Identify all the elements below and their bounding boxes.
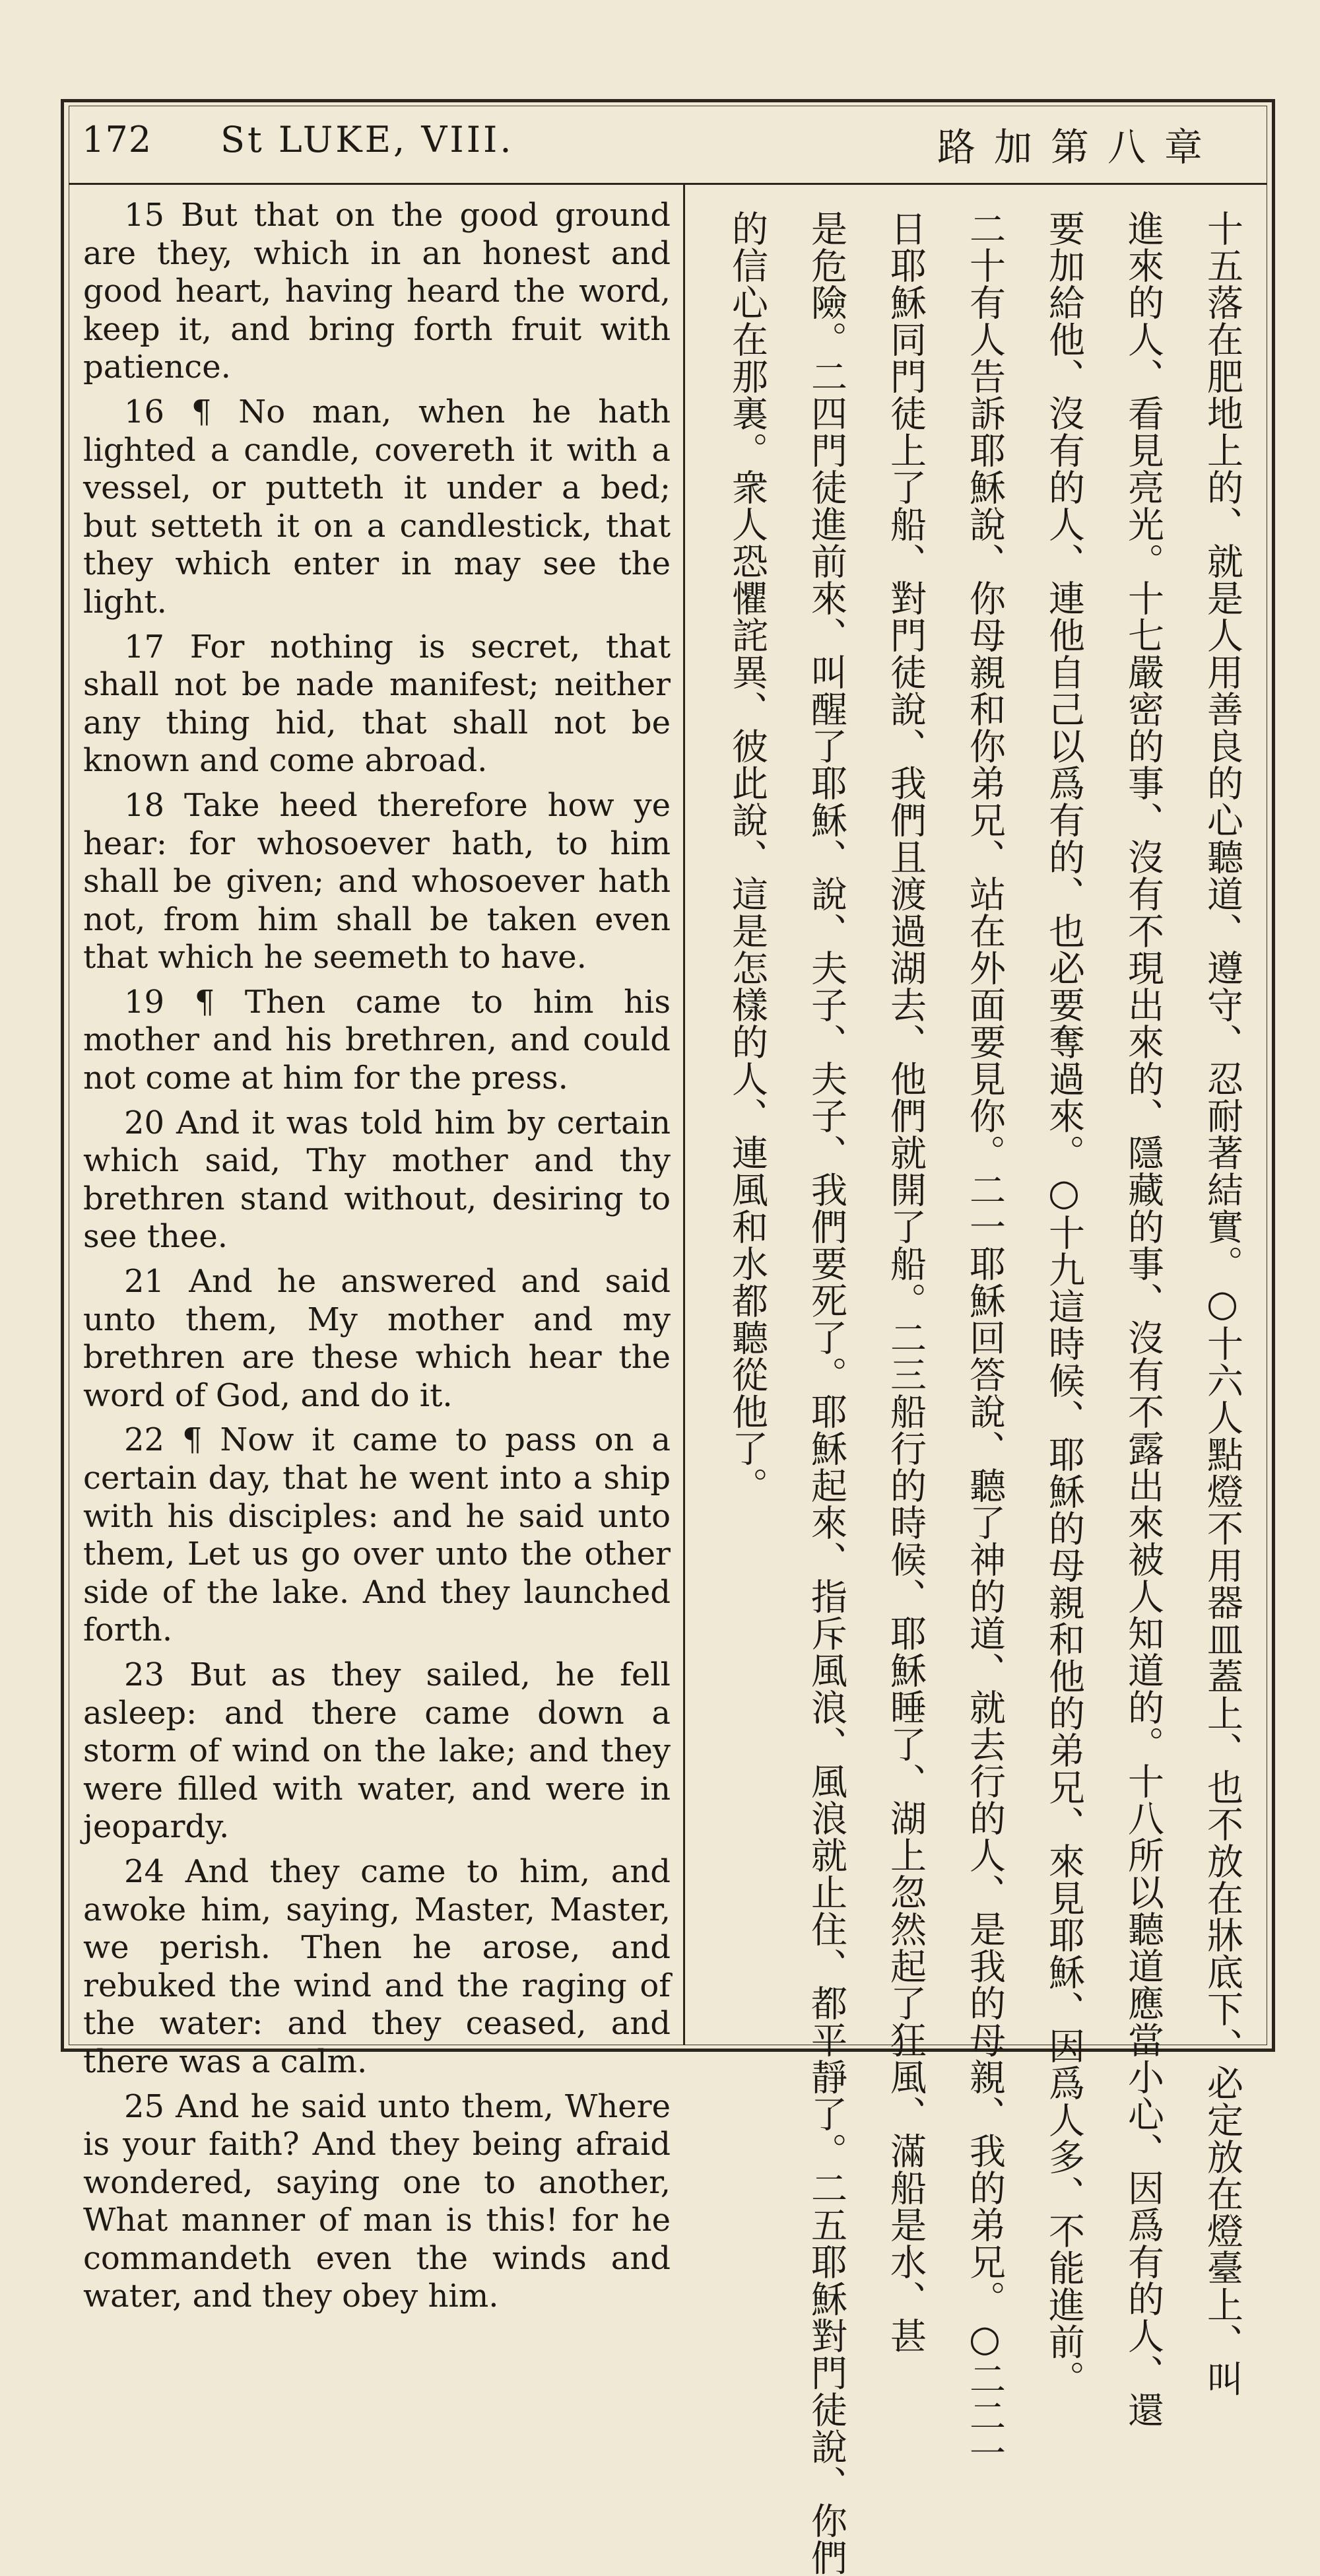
verse-19: 19 ¶ Then came to him his mother and his brethren, and could not come at him for the press. — [83, 983, 671, 1097]
chinese-column-2: 進來的人、看見亮光。十七嚴密的事、沒有不現出來的、隱藏的事、沒有不露出來被人知道的。十八所以聽道應當小心、因爲有的人、還 — [1122, 210, 1164, 2428]
verse-17: 17 For nothing is secret, that shall not be nade manifest; neither any thing hid, that shall not be known and come abroad. — [83, 628, 671, 780]
chinese-column-1: 十五落在肥地上的、就是人用善良的心聽道、遵守、忍耐著結實。○十六人點燈不用器皿蓋上、也不放在牀底下、必定放在燈臺上、叫 — [1201, 210, 1243, 2397]
english-text-column — [83, 197, 671, 2315]
verse-21: 21 And he answered and said unto them, My mother and my brethren are these which hear the word of God, and do it. — [83, 1263, 671, 1414]
verse-15: 15 But that on the good ground are they, which in an honest and good heart, having heard the word, keep it, and bring forth fruit with patience. — [83, 197, 671, 386]
chinese-column-7: 的信心在那裏。衆人恐懼詫異、彼此說、這是怎樣的人、連風和水都聽從他了。 — [726, 210, 768, 1504]
verse-20: 20 And it was told him by certain which said, Thy mother and thy brethren stand without, desiring to see thee. — [83, 1104, 671, 1256]
chinese-text-area — [693, 195, 1261, 2576]
page-number: 172 — [82, 119, 152, 160]
verse-25: 25 And he said unto them, Where is your faith? And they being afraid wondered, saying one to another, What manner of man is this! for he commandeth even the winds and water, and they obey him. — [83, 2087, 671, 2315]
running-title: St LUKE, VIII. — [220, 119, 514, 160]
verse-23: 23 But as they sailed, he fell asleep: and there came down a storm of wind on the lake; and they were filled with water, and were in jeopardy. — [83, 1656, 671, 1846]
chinese-column-3: 要加給他、沒有的人、連他自己以爲有的、也必要奪過來。○十九這時候、耶穌的母親和他的弟兄、來見耶穌、因爲人多、不能進前。 — [1043, 210, 1085, 2397]
chinese-running-title: 路加第八章 — [937, 125, 1221, 170]
verse-18: 18 Take heed therefore how ye hear: for whosoever hath, to him shall be given; and whosoever hath not, from him shall be taken even that which he seemeth to have. — [83, 786, 671, 976]
verse-22: 22 ¶ Now it came to pass on a certain day, that he went into a ship with his disciples: and he said unto them, Let us go over unto the other side of the lake. And they launched forth. — [83, 1421, 671, 1649]
column-divider — [683, 185, 685, 2045]
verse-16: 16 ¶ No man, when he hath lighted a candle, covereth it with a vessel, or putteth it under a bed; but setteth it on a candlestick, that they which enter in may see the light. — [83, 393, 671, 621]
chinese-column-4: 二十有人告訴耶穌說、你母親和你弟兄、站在外面要見你。二一耶穌回答說、聽了神的道、就去行的人、是我的母親、我的弟兄。○二二一 — [964, 210, 1006, 2471]
verse-24: 24 And they came to him, and awoke him, saying, Master, Master, we perish. Then he arose, and rebuked the wind and the raging of the water: and they ceased, and there was a calm. — [83, 1852, 671, 2080]
chinese-column-5: 日耶穌同門徒上了船、對門徒說、我們且渡過湖去、他們就開了船。二三船行的時候、耶穌睡了、湖上忽然起了狂風、滿船是水、甚 — [884, 210, 927, 2354]
chinese-column-6: 是危險。二四門徒進前來、叫醒了耶穌、說、夫子、夫子、我們要死了。耶穌起來、指斥風浪、風浪就止住、都平靜了。二五耶穌對門徒說、你們 — [805, 210, 847, 2576]
page-header — [69, 106, 1267, 185]
